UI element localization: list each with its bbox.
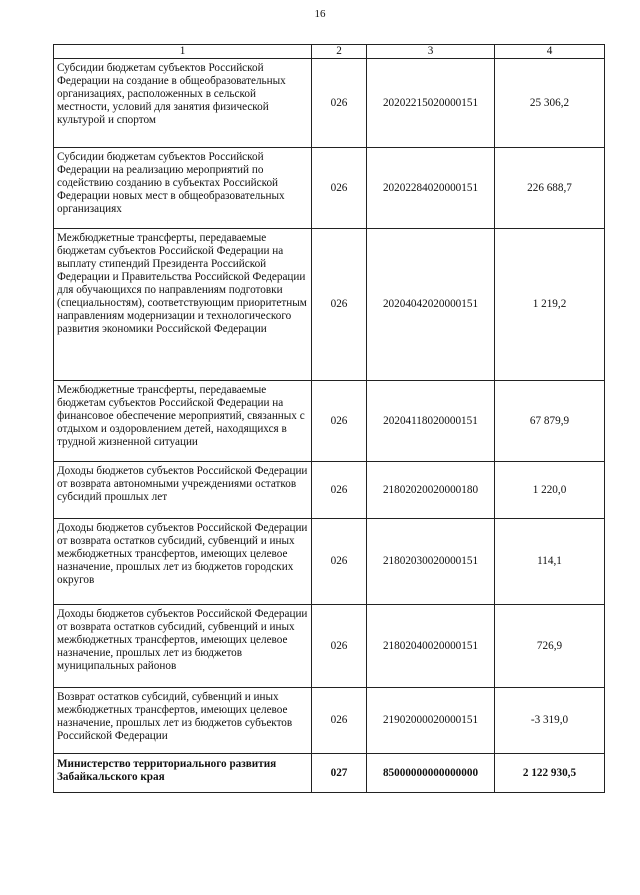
total-row-admin-code: 027 — [312, 754, 367, 793]
row-description: Доходы бюджетов субъектов Российской Федерации от возврата автономными учреждениями остатков субсидий прошлых лет — [54, 462, 312, 519]
row-amount: 226 688,7 — [495, 148, 605, 229]
row-revenue-code: 20204118020000151 — [367, 381, 495, 462]
row-admin-code: 026 — [312, 381, 367, 462]
row-revenue-code: 21902000020000151 — [367, 688, 495, 754]
table-row — [54, 148, 605, 229]
row-revenue-code: 20204042020000151 — [367, 229, 495, 381]
row-admin-code: 026 — [312, 688, 367, 754]
row-admin-code: 026 — [312, 605, 367, 688]
table-row — [54, 462, 605, 519]
budget-revenue-table — [53, 44, 605, 793]
column-header-1: 1 — [54, 45, 312, 59]
column-header-4: 4 — [495, 45, 605, 59]
row-amount: -3 319,0 — [495, 688, 605, 754]
row-admin-code: 026 — [312, 59, 367, 148]
row-revenue-code: 21802030020000151 — [367, 519, 495, 605]
row-description: Доходы бюджетов субъектов Российской Федерации от возврата остатков субсидий, субвенций и иных межбюджетных трансфертов, имеющих целевое назначение, прошлых лет из бюджетов муниципальных районов — [54, 605, 312, 688]
row-revenue-code: 20202215020000151 — [367, 59, 495, 148]
row-description: Возврат остатков субсидий, субвенций и иных межбюджетных трансфертов, имеющих целевое назначение, прошлых лет из бюджетов субъектов Российской Федерации — [54, 688, 312, 754]
row-revenue-code: 21802040020000151 — [367, 605, 495, 688]
row-admin-code: 026 — [312, 148, 367, 229]
table-row — [54, 688, 605, 754]
table-row — [54, 59, 605, 148]
column-number-row — [54, 45, 605, 59]
column-header-2: 2 — [312, 45, 367, 59]
table-row — [54, 605, 605, 688]
row-description: Межбюджетные трансферты, передаваемые бюджетам субъектов Российской Федерации на выплату стипендий Президента Российской Федерации и Правительства Российской Федерации для обучающихся по направлениям подготовки (специальностям), соответствующим приоритетным направлениям модернизации и технологического развития экономики Российской Федерации — [54, 229, 312, 381]
row-description: Доходы бюджетов субъектов Российской Федерации от возврата остатков субсидий, субвенций и иных межбюджетных трансфертов, имеющих целевое назначение, прошлых лет из бюджетов городских округов — [54, 519, 312, 605]
total-row-amount: 2 122 930,5 — [495, 754, 605, 793]
row-amount: 25 306,2 — [495, 59, 605, 148]
row-description: Межбюджетные трансферты, передаваемые бюджетам субъектов Российской Федерации на финансовое обеспечение мероприятий, связанных с отдыхом и оздоровлением детей, находящихся в трудной жизненной ситуации — [54, 381, 312, 462]
total-row — [54, 754, 605, 793]
row-description: Субсидии бюджетам субъектов Российской Федерации на реализацию мероприятий по содействию созданию в субъектах Российской Федерации новых мест в общеобразовательных организациях — [54, 148, 312, 229]
row-admin-code: 026 — [312, 462, 367, 519]
row-amount: 726,9 — [495, 605, 605, 688]
row-admin-code: 026 — [312, 519, 367, 605]
total-row-description: Министерство территориального развития Забайкальского края — [54, 754, 312, 793]
row-amount: 1 220,0 — [495, 462, 605, 519]
row-amount: 67 879,9 — [495, 381, 605, 462]
row-revenue-code: 20202284020000151 — [367, 148, 495, 229]
row-description: Субсидии бюджетам субъектов Российской Федерации на создание в общеобразовательных организациях, расположенных в сельской местности, условий для занятия физической культурой и спортом — [54, 59, 312, 148]
row-amount: 114,1 — [495, 519, 605, 605]
row-revenue-code: 21802020020000180 — [367, 462, 495, 519]
table-row — [54, 381, 605, 462]
row-amount: 1 219,2 — [495, 229, 605, 381]
column-header-3: 3 — [367, 45, 495, 59]
table-row — [54, 229, 605, 381]
row-admin-code: 026 — [312, 229, 367, 381]
total-row-revenue-code: 85000000000000000 — [367, 754, 495, 793]
page-number: 16 — [314, 8, 326, 20]
table-row — [54, 519, 605, 605]
